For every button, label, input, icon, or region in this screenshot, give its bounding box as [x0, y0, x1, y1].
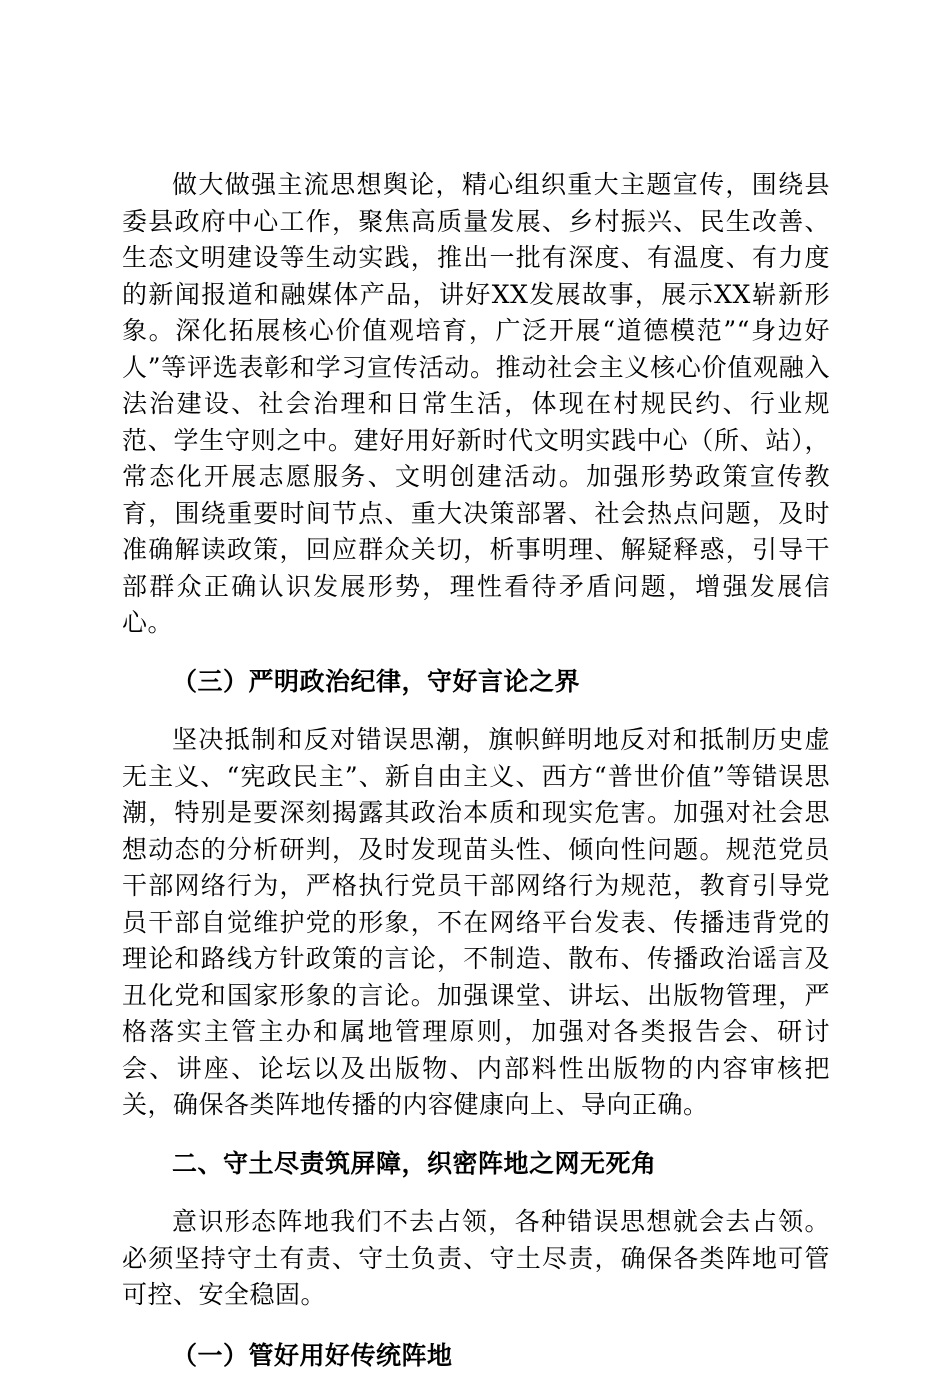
spacer — [122, 700, 830, 722]
spacer — [122, 1182, 830, 1204]
spacer — [122, 1124, 830, 1146]
spacer — [122, 1314, 830, 1338]
spacer — [122, 642, 830, 664]
section-heading-guard-positions: 二、守土尽责筑屏障，织密阵地之网无死角 — [122, 1146, 830, 1183]
paragraph-mainstream-opinion: 做大做强主流思想舆论，精心组织重大主题宣传，围绕县委县政府中心工作，聚焦高质量发展、乡村振兴、民生改善、生态文明建设等生动实践，推出一批有深度、有温度、有力度的新闻报道和融媒体产品，讲好XX发展故事，展示XX崭新形象。深化拓展核心价值观培育，广泛开展“道德模范”“身边好人”等评选表彰和学习宣传活动。推动社会主义核心价值观融入法治建设、社会治理和日常生活，体现在村规民约、行业规范、学生守则之中。建好用好新时代文明实践中心（所、站），常态化开展志愿服务、文明创建活动。加强形势政策宣传教育，围绕重要时间节点、重大决策部署、社会热点问题，及时准确解读政策，回应群众关切，析事明理、解疑释惑，引导干部群众正确认识发展形势，理性看待矛盾问题，增强发展信心。 — [122, 167, 830, 642]
paragraph-resist-erroneous-thoughts: 坚决抵制和反对错误思潮，旗帜鲜明地反对和抵制历史虚无主义、“宪政民主”、新自由主义、西方“普世价值”等错误思潮，特别是要深刻揭露其政治本质和现实危害。加强对社会思想动态的分析研判，及时发现苗头性、倾向性问题。规范党员干部网络行为，严格执行党员干部网络行为规范，教育引导党员干部自觉维护党的形象，不在网络平台发表、传播违背党的理论和路线方针政策的言论，不制造、散布、传播政治谣言及丑化党和国家形象的言论。加强课堂、讲坛、出版物管理，严格落实主管主办和属地管理原则，加强对各类报告会、研讨会、讲座、论坛以及出版物、内部料性出版物的内容审核把关，确保各类阵地传播的内容健康向上、导向正确。 — [122, 722, 830, 1124]
subheading-political-discipline: （三）严明政治纪律，守好言论之界 — [122, 664, 830, 701]
subheading-traditional-positions: （一）管好用好传统阵地 — [122, 1338, 830, 1374]
document-body — [122, 167, 830, 1374]
paragraph-occupy-positions: 意识形态阵地我们不去占领，各种错误思想就会去占领。必须坚持守土有责、守土负责、守土尽责，确保各类阵地可管可控、安全稳固。 — [122, 1204, 830, 1314]
